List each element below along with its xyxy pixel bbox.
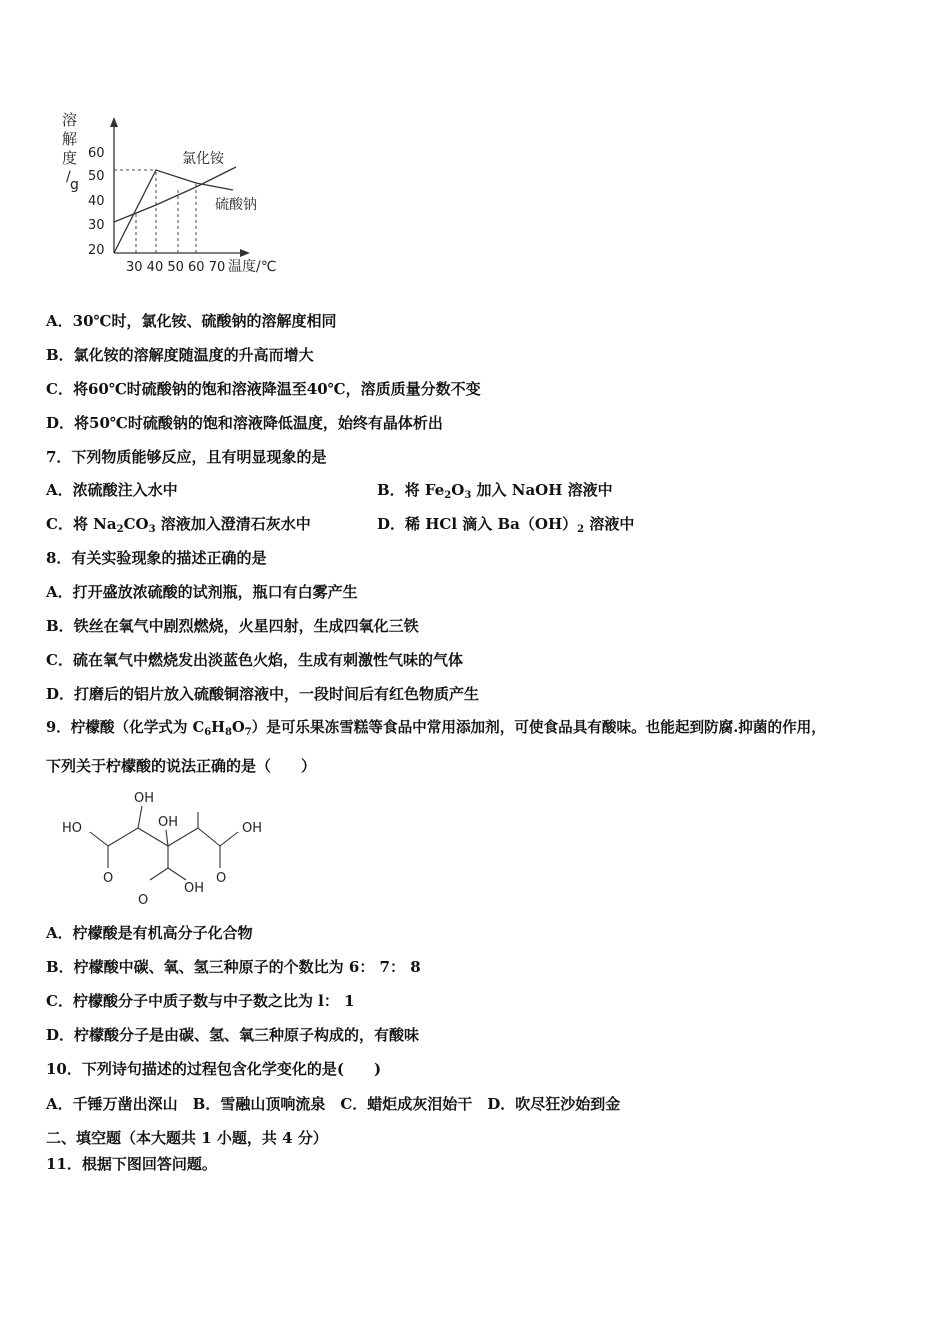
y-axis-label-char: 度: [62, 149, 78, 167]
q9-option-d: D．柠檬酸分子是由碳、氢、氧三种原子构成的，有酸味: [46, 1026, 420, 1044]
q6-option-a: A．30℃时，氯化铵、硫酸钠的溶解度相同: [46, 312, 337, 330]
subscript: 3: [464, 490, 472, 501]
solubility-graph: [58, 105, 298, 280]
atom-label: O: [216, 871, 227, 886]
atom-label: OH: [242, 821, 263, 836]
q11-stem: 11．根据下图回答问题。: [46, 1155, 217, 1173]
bond: [90, 832, 108, 846]
y-axis-label: [62, 111, 79, 193]
x-axis-label: 温度/℃: [228, 259, 277, 275]
bond: [150, 868, 168, 880]
bond: [108, 828, 138, 846]
atom-label: OH: [158, 815, 179, 830]
q6-option-d: D．将50℃时硫酸钠的饱和溶液降低温度，始终有晶体析出: [46, 414, 443, 432]
y-axis-arrow: [110, 117, 118, 127]
q7-option-a: A．浓硫酸注入水中: [46, 481, 178, 499]
subscript: 2: [444, 490, 452, 501]
bond: [220, 832, 238, 846]
q6-option-b: B．氯化铵的溶解度随温度的升高而增大: [46, 346, 314, 364]
q7-option-b: [377, 480, 613, 506]
q7-b-text: 加入 NaOH 溶液中: [471, 481, 613, 499]
series-line-ammonium-chloride: [114, 167, 236, 222]
q7-c-text: C．将 Na: [46, 515, 117, 533]
q7-d-text: D．稀 HCl 滴入 Ba（OH）: [377, 515, 578, 533]
atom-label: O: [138, 893, 149, 908]
q7-b-text: B．将 Fe: [377, 481, 445, 499]
subscript: 6: [204, 727, 212, 738]
subscript: 2: [577, 524, 585, 535]
y-tick-label: 50: [88, 169, 105, 184]
q9-stem-line2: 下列关于柠檬酸的说法正确的是（ ）: [46, 757, 317, 775]
section-heading: 二、填空题（本大题共 1 小题，共 4 分）: [46, 1129, 328, 1147]
q9-option-c: C．柠檬酸分子中质子数与中子数之比为 l： 1: [46, 992, 355, 1010]
y-axis-label-char: 解: [62, 130, 78, 148]
q9-option-a: A．柠檬酸是有机高分子化合物: [46, 924, 253, 942]
q7-stem: 7．下列物质能够反应，且有明显现象的是: [46, 448, 327, 466]
q10-options: A．千锤万凿出深山 B．雪融山顶响流泉 C．蜡炬成灰泪始干 D．吹尽狂沙始到金: [46, 1095, 621, 1113]
x-axis-arrow: [240, 249, 250, 257]
y-tick-label: 60: [88, 146, 105, 161]
bond: [138, 806, 142, 828]
guide-lines: [114, 170, 196, 253]
subscript: 8: [224, 727, 232, 738]
atom-label: O: [103, 871, 114, 886]
y-tick-label: 20: [88, 243, 105, 258]
subscript: 2: [116, 524, 124, 535]
bond: [198, 828, 220, 846]
y-axis-label-char: g: [70, 177, 79, 193]
bond: [168, 828, 198, 846]
atom-label: OH: [184, 881, 205, 896]
q9-stem-text: H: [211, 719, 225, 736]
q7-d-text: 溶液中: [584, 515, 635, 533]
q7-c-text: 溶液加入澄清石灰水中: [155, 515, 311, 533]
q8-option-c: C．硫在氧气中燃烧发出淡蓝色火焰，生成有刺激性气味的气体: [46, 651, 463, 669]
bond: [138, 828, 168, 846]
x-tick-labels: 30 40 50 60 70: [126, 260, 226, 275]
q9-stem-text: O: [231, 719, 245, 736]
q9-stem-text: 9．柠檬酸（化学式为 C: [46, 719, 205, 736]
q8-option-b: B．铁丝在氧气中剧烈燃烧，火星四射，生成四氧化三铁: [46, 617, 419, 635]
series-label-sodium-sulfate: 硫酸钠: [215, 197, 257, 213]
q9-stem-text: ）是可乐果冻雪糕等食品中常用添加剂，可使食品具有酸味。也能起到防腐.抑菌的作用，: [251, 719, 826, 736]
y-tick-label: 40: [88, 194, 105, 209]
series-label-ammonium-chloride: 氯化铵: [182, 151, 224, 167]
q9-stem-line1: [46, 718, 826, 743]
q10-stem: 10．下列诗句描述的过程包含化学变化的是( ): [46, 1060, 382, 1078]
q6-option-c: C．将60℃时硫酸钠的饱和溶液降温至40℃，溶质质量分数不变: [46, 380, 481, 398]
q8-stem: 8．有关实验现象的描述正确的是: [46, 549, 267, 567]
subscript: 7: [244, 727, 252, 738]
q7-b-text: O: [451, 481, 465, 499]
q7-c-text: CO: [123, 515, 149, 533]
subscript: 3: [148, 524, 156, 535]
q8-option-a: A．打开盛放浓硫酸的试剂瓶，瓶口有白雾产生: [46, 583, 358, 601]
y-tick-label: 30: [88, 218, 105, 233]
bond: [166, 830, 168, 846]
q7-option-c: [46, 514, 311, 540]
citric-acid-structure: [58, 788, 278, 908]
y-axis-label-char: /: [66, 169, 71, 185]
q7-option-d: [377, 514, 634, 540]
q8-option-d: D．打磨后的铝片放入硫酸铜溶液中，一段时间后有红色物质产生: [46, 685, 480, 703]
atom-label: HO: [62, 821, 83, 836]
q9-option-b: B．柠檬酸中碳、氧、氢三种原子的个数比为 6： 7： 8: [46, 958, 421, 976]
y-axis-label-char: 溶: [62, 111, 78, 129]
bond: [168, 868, 186, 880]
atom-label: OH: [134, 791, 155, 806]
